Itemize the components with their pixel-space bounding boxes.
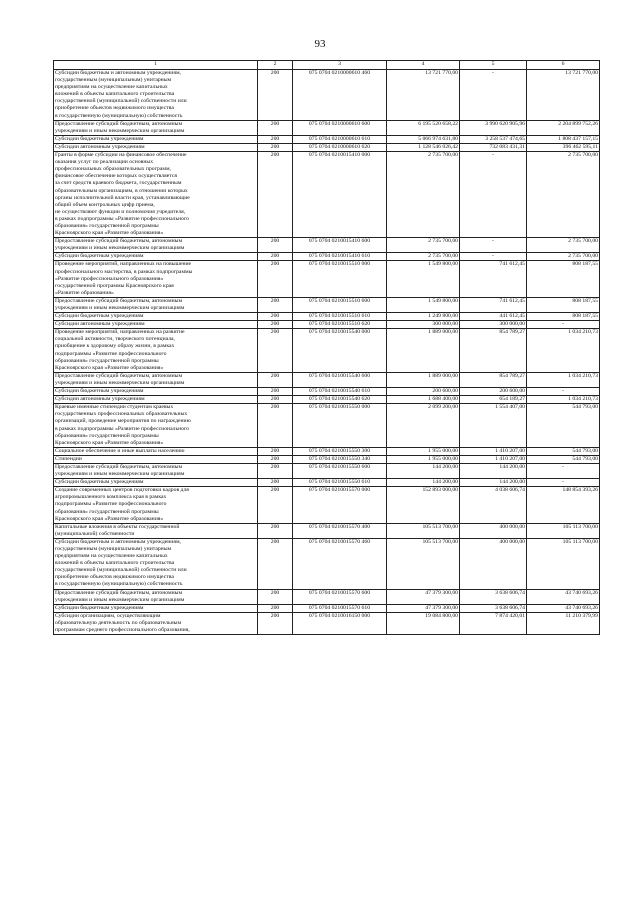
amount-approved: 1 955 000,00 bbox=[387, 447, 460, 455]
amount-approved: 152 893 000,00 bbox=[387, 487, 460, 523]
amount-remaining: 2 735 700,00 bbox=[527, 152, 600, 238]
admin-code: 200 bbox=[258, 479, 293, 487]
admin-code: 200 bbox=[258, 321, 293, 329]
amount-approved: 2 099 200,00 bbox=[387, 404, 460, 448]
admin-code: 200 bbox=[258, 152, 293, 238]
table-row bbox=[54, 589, 600, 604]
budget-code: 075 0704 0210015570 000 bbox=[293, 487, 387, 523]
admin-code: 200 bbox=[258, 388, 293, 396]
admin-code: 200 bbox=[258, 455, 293, 463]
amount-executed: 400 000,00 bbox=[460, 523, 527, 538]
amount-approved: 1 889 000,00 bbox=[387, 372, 460, 387]
table-row bbox=[54, 238, 600, 253]
amount-remaining: 1 034 210,73 bbox=[527, 329, 600, 373]
amount-approved: 2 735 700,00 bbox=[387, 152, 460, 238]
amount-executed: 1 554 407,00 bbox=[460, 404, 527, 448]
table-row bbox=[54, 479, 600, 487]
column-header: 1 bbox=[54, 61, 258, 70]
amount-approved: 105 513 700,00 bbox=[387, 523, 460, 538]
row-name: Субсидии бюджетным учреждениям bbox=[54, 604, 258, 612]
row-name: Субсидии бюджетным учреждениям bbox=[54, 388, 258, 396]
row-name: Проведение мероприятий, направленных на развитие социальной активности, творческого потенциала, приобщение к здоровому образу жизни, в рамках подпрограммы «Развитие профессионального образования» государственной программы Красноярского края «Развитие образования» bbox=[54, 329, 258, 373]
row-name: Проведение мероприятий, направленных на повышение профессионального мастерства, в рамках подпрограммы «Развитие профессионального образования» государственной программы Красноярского края «Развитие образования» bbox=[54, 261, 258, 297]
row-name: Субсидии бюджетным и автономным учреждениям, государственным (муниципальным) унитарным предприятиям на осуществление капитальных вложений в объекты капитального строительства государственной (муниципальной) собственности или приобретение объектов недвижимого имущества в государственную (муниципальную) собственность bbox=[54, 70, 258, 121]
budget-code: 075 0704 0210015550 300 bbox=[293, 447, 387, 455]
row-name: Субсидии организациям, осуществляющим образовательную деятельность по образовательным программам среднего профессионального образования, bbox=[54, 612, 258, 634]
amount-remaining: 808 187,55 bbox=[527, 261, 600, 297]
amount-remaining: 808 187,55 bbox=[527, 297, 600, 312]
table-row bbox=[54, 404, 600, 448]
amount-remaining: 396 462 595,11 bbox=[527, 143, 600, 151]
budget-code: 075 0704 0210015540 620 bbox=[293, 396, 387, 404]
table-row bbox=[54, 261, 600, 297]
amount-approved: 1 955 000,00 bbox=[387, 455, 460, 463]
amount-approved: 1 249 800,00 bbox=[387, 313, 460, 321]
row-name: Предоставление субсидий бюджетным, автономным учреждениям и иным некоммерческим организациям bbox=[54, 238, 258, 253]
amount-executed: 3 258 537 474,65 bbox=[460, 135, 527, 143]
budget-code: 075 0704 0210015410 000 bbox=[293, 152, 387, 238]
row-name: Капитальные вложения в объекты государственной (муниципальной) собственности bbox=[54, 523, 258, 538]
admin-code: 200 bbox=[258, 612, 293, 634]
amount-remaining: - bbox=[527, 463, 600, 478]
table-row bbox=[54, 538, 600, 589]
budget-code: 075 0704 0210015410 610 bbox=[293, 253, 387, 261]
admin-code: 200 bbox=[258, 143, 293, 151]
amount-executed: 400 000,00 bbox=[460, 538, 527, 589]
amount-executed: 3 638 606,74 bbox=[460, 604, 527, 612]
admin-code: 200 bbox=[258, 261, 293, 297]
amount-remaining: 11 210 379,99 bbox=[527, 612, 600, 634]
amount-remaining: 105 113 700,00 bbox=[527, 523, 600, 538]
amount-executed: - bbox=[460, 152, 527, 238]
budget-code: 075 0704 0210016150 000 bbox=[293, 612, 387, 634]
amount-executed: 300 000,00 bbox=[460, 321, 527, 329]
amount-remaining: 2 204 899 752,26 bbox=[527, 120, 600, 135]
budget-code: 075 0704 0210015570 460 bbox=[293, 538, 387, 589]
budget-code: 075 0704 0210015510 610 bbox=[293, 313, 387, 321]
row-name: Гранты в форме субсидии на финансовое обеспечение оказания услуг по реализации основных профессиональных образовательных программ, финансовое обеспечение которых осуществляется за счет средств краевого бюджета, государственным образовательным организациям, в отношении которых органы исполнительной власти края, устанавливающие общий объем контрольных цифр приема, не осуществляют функции и полномочия учредителя, в рамках подпрограммы «Развитие профессионального образования» государственной программы Красноярского края «Развитие образования» bbox=[54, 152, 258, 238]
amount-approved: 144 200,00 bbox=[387, 479, 460, 487]
budget-code: 075 0704 0210015540 600 bbox=[293, 372, 387, 387]
amount-executed: 200 600,00 bbox=[460, 388, 527, 396]
row-name: Предоставление субсидий бюджетным, автономным учреждениям и иным некоммерческим организациям bbox=[54, 589, 258, 604]
admin-code: 200 bbox=[258, 313, 293, 321]
amount-approved: 13 721 770,00 bbox=[387, 70, 460, 121]
amount-executed: 441 612,45 bbox=[460, 313, 527, 321]
table-row bbox=[54, 372, 600, 387]
admin-code: 200 bbox=[258, 372, 293, 387]
row-name: Краевые именные стипендии студентам краевых государственных профессиональных образовательных организаций, проведение мероприятия по награждению в рамках подпрограммы «Развитие профессионального образования» государственной программы Красноярского края «Развитие образования» bbox=[54, 404, 258, 448]
table-row bbox=[54, 396, 600, 404]
admin-code: 200 bbox=[258, 589, 293, 604]
budget-code: 075 0704 0210015510 620 bbox=[293, 321, 387, 329]
admin-code: 200 bbox=[258, 238, 293, 253]
budget-code: 075 0704 0210015410 600 bbox=[293, 238, 387, 253]
amount-remaining: - bbox=[527, 321, 600, 329]
amount-approved: 105 513 700,00 bbox=[387, 538, 460, 589]
amount-executed: 7 874 420,01 bbox=[460, 612, 527, 634]
amount-remaining: 544 793,00 bbox=[527, 455, 600, 463]
amount-approved: 47 379 300,00 bbox=[387, 589, 460, 604]
amount-executed: 1 410 207,00 bbox=[460, 455, 527, 463]
admin-code: 200 bbox=[258, 297, 293, 312]
amount-approved: 1 688 400,00 bbox=[387, 396, 460, 404]
amount-approved: 144 200,00 bbox=[387, 463, 460, 478]
admin-code: 200 bbox=[258, 604, 293, 612]
amount-executed: - bbox=[460, 238, 527, 253]
budget-code: 075 0704 0210015550 000 bbox=[293, 404, 387, 448]
amount-approved: 47 379 300,00 bbox=[387, 604, 460, 612]
amount-approved: 200 600,00 bbox=[387, 388, 460, 396]
row-name: Создание современных центров подготовки кадров для агропромышленного комплекса края в рамках подпрограммы «Развитие профессионального образования» государственной программы Красноярского края «Развитие образования» bbox=[54, 487, 258, 523]
budget-code: 075 0704 0210015570 400 bbox=[293, 523, 387, 538]
table-row bbox=[54, 463, 600, 478]
table-row bbox=[54, 152, 600, 238]
column-header: 3 bbox=[293, 61, 387, 70]
amount-executed: 144 200,00 bbox=[460, 463, 527, 478]
amount-executed: 854 789,27 bbox=[460, 329, 527, 373]
amount-executed: 4 038 606,74 bbox=[460, 487, 527, 523]
amount-remaining: 544 793,00 bbox=[527, 447, 600, 455]
budget-code: 075 0704 0210000610 600 bbox=[293, 120, 387, 135]
table-row bbox=[54, 253, 600, 261]
budget-code: 075 0704 0210015510 000 bbox=[293, 261, 387, 297]
column-header: 5 bbox=[460, 61, 527, 70]
admin-code: 200 bbox=[258, 538, 293, 589]
row-name: Социальное обеспечение и иные выплаты населению bbox=[54, 447, 258, 455]
amount-remaining: 808 187,55 bbox=[527, 313, 600, 321]
budget-code: 075 0704 0210015550 600 bbox=[293, 463, 387, 478]
table-row bbox=[54, 388, 600, 396]
amount-approved: 19 084 800,00 bbox=[387, 612, 460, 634]
amount-approved: 5 066 974 631,80 bbox=[387, 135, 460, 143]
header-row bbox=[54, 61, 600, 70]
column-header: 4 bbox=[387, 61, 460, 70]
budget-table bbox=[53, 60, 600, 635]
budget-code: 075 0704 0210015550 340 bbox=[293, 455, 387, 463]
table-row bbox=[54, 313, 600, 321]
budget-code: 075 0704 0210015540 610 bbox=[293, 388, 387, 396]
row-name: Субсидии автономным учреждениям bbox=[54, 143, 258, 151]
row-name: Субсидии бюджетным учреждениям bbox=[54, 479, 258, 487]
table-row bbox=[54, 604, 600, 612]
admin-code: 200 bbox=[258, 329, 293, 373]
amount-approved: 1 128 546 026,42 bbox=[387, 143, 460, 151]
amount-remaining: 43 740 693,26 bbox=[527, 604, 600, 612]
amount-executed: 654 189,27 bbox=[460, 396, 527, 404]
budget-code: 075 0704 0210015550 610 bbox=[293, 479, 387, 487]
admin-code: 200 bbox=[258, 463, 293, 478]
column-header: 6 bbox=[527, 61, 600, 70]
amount-approved: 6 195 520 658,22 bbox=[387, 120, 460, 135]
row-name: Субсидии бюджетным учреждениям bbox=[54, 253, 258, 261]
row-name: Субсидии автономным учреждениям bbox=[54, 321, 258, 329]
row-name: Предоставление субсидий бюджетным, автономным учреждениям и иным некоммерческим организациям bbox=[54, 372, 258, 387]
admin-code: 200 bbox=[258, 70, 293, 121]
amount-approved: 2 735 700,00 bbox=[387, 238, 460, 253]
row-name: Предоставление субсидий бюджетным, автономным учреждениям и иным некоммерческим организациям bbox=[54, 120, 258, 135]
amount-remaining: - bbox=[527, 388, 600, 396]
amount-remaining: 148 854 393,26 bbox=[527, 487, 600, 523]
amount-executed: 3 990 620 905,96 bbox=[460, 120, 527, 135]
amount-approved: 300 000,00 bbox=[387, 321, 460, 329]
amount-approved: 2 735 700,00 bbox=[387, 253, 460, 261]
amount-remaining: 1 808 437 157,15 bbox=[527, 135, 600, 143]
amount-executed: 741 612,45 bbox=[460, 261, 527, 297]
amount-executed: - bbox=[460, 253, 527, 261]
amount-remaining: 544 793,00 bbox=[527, 404, 600, 448]
amount-executed: 3 638 606,74 bbox=[460, 589, 527, 604]
row-name: Субсидии бюджетным и автономным учреждениям, государственным (муниципальным) унитарным предприятиям на осуществление капитальных вложений в объекты капитального строительства государственной (муниципальной) собственности или приобретение объектов недвижимого имущества в государственную (муниципальную) собственность bbox=[54, 538, 258, 589]
budget-code: 075 0704 0210015570 600 bbox=[293, 589, 387, 604]
table-row bbox=[54, 329, 600, 373]
budget-code: 075 0704 0210000610 620 bbox=[293, 143, 387, 151]
budget-code: 075 0704 0210015570 610 bbox=[293, 604, 387, 612]
table-row bbox=[54, 70, 600, 121]
amount-executed: 854 789,27 bbox=[460, 372, 527, 387]
amount-remaining: 2 735 700,00 bbox=[527, 253, 600, 261]
amount-remaining: 105 113 700,00 bbox=[527, 538, 600, 589]
table-row bbox=[54, 523, 600, 538]
row-name: Предоставление субсидий бюджетным, автономным учреждениям и иным некоммерческим организациям bbox=[54, 463, 258, 478]
table-row bbox=[54, 120, 600, 135]
column-header: 2 bbox=[258, 61, 293, 70]
amount-remaining: 1 034 210,73 bbox=[527, 396, 600, 404]
amount-remaining: 1 034 210,73 bbox=[527, 372, 600, 387]
amount-executed: 741 612,45 bbox=[460, 297, 527, 312]
amount-approved: 1 549 800,00 bbox=[387, 261, 460, 297]
amount-executed: 1 410 207,00 bbox=[460, 447, 527, 455]
page-number: 93 bbox=[314, 38, 326, 50]
admin-code: 200 bbox=[258, 404, 293, 448]
table-row bbox=[54, 143, 600, 151]
amount-remaining: - bbox=[527, 479, 600, 487]
table-row bbox=[54, 447, 600, 455]
table-row bbox=[54, 487, 600, 523]
admin-code: 200 bbox=[258, 135, 293, 143]
table-row bbox=[54, 612, 600, 634]
amount-remaining: 2 735 700,00 bbox=[527, 238, 600, 253]
amount-remaining: 43 740 693,26 bbox=[527, 589, 600, 604]
budget-code: 075 0704 0210015510 600 bbox=[293, 297, 387, 312]
row-name: Стипендии bbox=[54, 455, 258, 463]
row-name: Субсидии автономным учреждениям bbox=[54, 396, 258, 404]
table-row bbox=[54, 297, 600, 312]
row-name: Субсидии бюджетным учреждениям bbox=[54, 135, 258, 143]
admin-code: 200 bbox=[258, 253, 293, 261]
budget-code: 075 0704 0210000610 610 bbox=[293, 135, 387, 143]
row-name: Субсидии бюджетным учреждениям bbox=[54, 313, 258, 321]
table-row bbox=[54, 321, 600, 329]
row-name: Предоставление субсидий бюджетным, автономным учреждениям и иным некоммерческим организациям bbox=[54, 297, 258, 312]
amount-executed: - bbox=[460, 70, 527, 121]
table-row bbox=[54, 135, 600, 143]
amount-executed: 144 200,00 bbox=[460, 479, 527, 487]
table-row bbox=[54, 455, 600, 463]
amount-approved: 1 889 000,00 bbox=[387, 329, 460, 373]
table-body bbox=[54, 70, 600, 635]
admin-code: 200 bbox=[258, 523, 293, 538]
amount-executed: 732 083 431,31 bbox=[460, 143, 527, 151]
budget-code: 075 0704 0210000610 460 bbox=[293, 70, 387, 121]
amount-approved: 1 549 800,00 bbox=[387, 297, 460, 312]
amount-remaining: 13 721 770,00 bbox=[527, 70, 600, 121]
admin-code: 200 bbox=[258, 447, 293, 455]
budget-code: 075 0704 0210015540 000 bbox=[293, 329, 387, 373]
admin-code: 200 bbox=[258, 487, 293, 523]
admin-code: 200 bbox=[258, 396, 293, 404]
admin-code: 200 bbox=[258, 120, 293, 135]
